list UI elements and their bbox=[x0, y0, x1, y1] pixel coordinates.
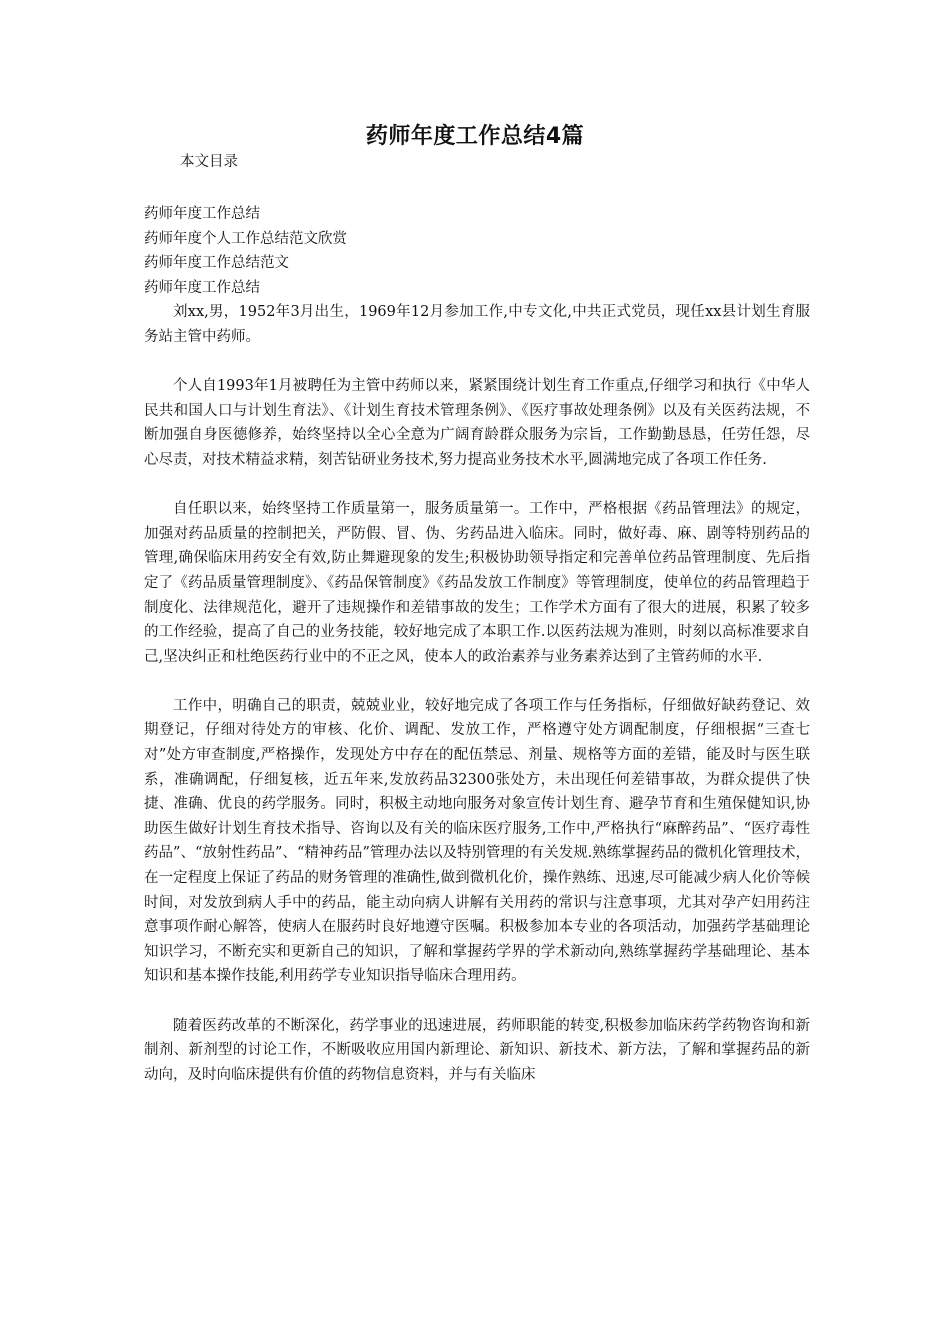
body-paragraph: 个人自1993年1月被聘任为主管中药师以来，紧紧围绕计划生育工作重点,仔细学习和执行《中华人民共和国人口与计划生育法》、《计划生育技术管理条例》、《医疗事故处理条例》以及有关医药法规，不断加强自身医德修养，始终坚持以全心全意为广阔育龄群众服务为宗旨，工作勤勤恳恳，任劳任怨，尽心尽责，对技术精益求精，刻苦钻研业务技术,努力提高业务技术水平,圆满地完成了各项工作任务. bbox=[144, 378, 810, 468]
document-body bbox=[144, 202, 810, 1112]
toc-item: 药师年度个人工作总结范文欣赏 bbox=[144, 230, 347, 247]
toc-item: 药师年度工作总结 bbox=[144, 206, 260, 222]
body-paragraph: 刘xx,男，1952年3月出生，1969年12月参加工作,中专文化,中共正式党员，现任xx县计划生育服务站主管中药师。 bbox=[144, 304, 810, 345]
toc-item: 药师年度工作总结范文 bbox=[144, 255, 289, 272]
toc-item: 药师年度工作总结 bbox=[144, 279, 260, 296]
document-title: 药师年度工作总结4篇 bbox=[365, 124, 585, 149]
toc-label: 本文目录 bbox=[180, 154, 238, 170]
body-paragraph: 随着医药改革的不断深化，药学事业的迅速进展，药师职能的转变,积极参加临床药学药物咨询和新制剂、新剂型的讨论工作，不断吸收应用国内新理论、新知识、新技术、新方法，了解和掌握药品的新动向，及时向临床提供有价值的药物信息资料，并与有关临床 bbox=[144, 1017, 810, 1083]
body-paragraph: 自任职以来，始终坚持工作质量第一，服务质量第一。工作中，严格根据《药品管理法》的规定，加强对药品质量的控制把关，严防假、冒、伪、劣药品进入临床。同时，做好毒、麻、剧等特别药品的管理,确保临床用药安全有效,防止舞避现象的发生;积极协助领导指定和完善单位药品管理制度、先后指定了《药品质量管理制度》、《药品保管制度》《药品发放工作制度》等管理制度，使单位的药品管理趋于制度化、法律规范化，避开了违规操作和差错事故的发生；工作学术方面有了很大的进展，积累了较多的工作经验，提高了自己的业务技能，较好地完成了本职工作.以医药法规为准则，时刻以高标准要求自己,坚决纠正和杜绝医药行业中的不正之风，使本人的政治素养与业务素养达到了主管药师的水平. bbox=[144, 501, 810, 665]
body-paragraph: 工作中，明确自己的职责，兢兢业业，较好地完成了各项工作与任务指标，仔细做好缺药登记、效期登记，仔细对待处方的审核、化价、调配、发放工作，严格遵守处方调配制度，仔细根据“三查七对”处方审查制度,严格操作，发现处方中存在的配伍禁忌、剂量、规格等方面的差错，能及时与医生联系，准确调配，仔细复核，近五年来,发放药品32300张处方，未出现任何差错事故，为群众提供了快捷、准确、优良的药学服务。同时，积极主动地向服务对象宣传计划生育、避孕节育和生殖保健知识,协助医生做好计划生育技术指导、咨询以及有关的临床医疗服务,工作中,严格执行“麻醉药品”、“医疗毒性药品”、“放射性药品”、“精神药品”管理办法以及特别管理的有关发规.熟练掌握药品的微机化管理技术，在一定程度上保证了药品的财务管理的准确性,做到微机化价，操作熟练、迅速,尽可能减少病人化价等候时间，对发放到病人手中的药品，能主动向病人讲解有关用药的常识与注意事项，尤其对孕产妇用药注意事项作耐心解答，使病人在服药时良好地遵守医嘱。积极参加本专业的各项活动，加强药学基础理论知识学习，不断充实和更新自己的知识，了解和掌握药学界的学术新动向,熟练掌握药学基础理论、基本知识和基本操作技能,利用药学专业知识指导临床合理用药。 bbox=[144, 697, 810, 985]
